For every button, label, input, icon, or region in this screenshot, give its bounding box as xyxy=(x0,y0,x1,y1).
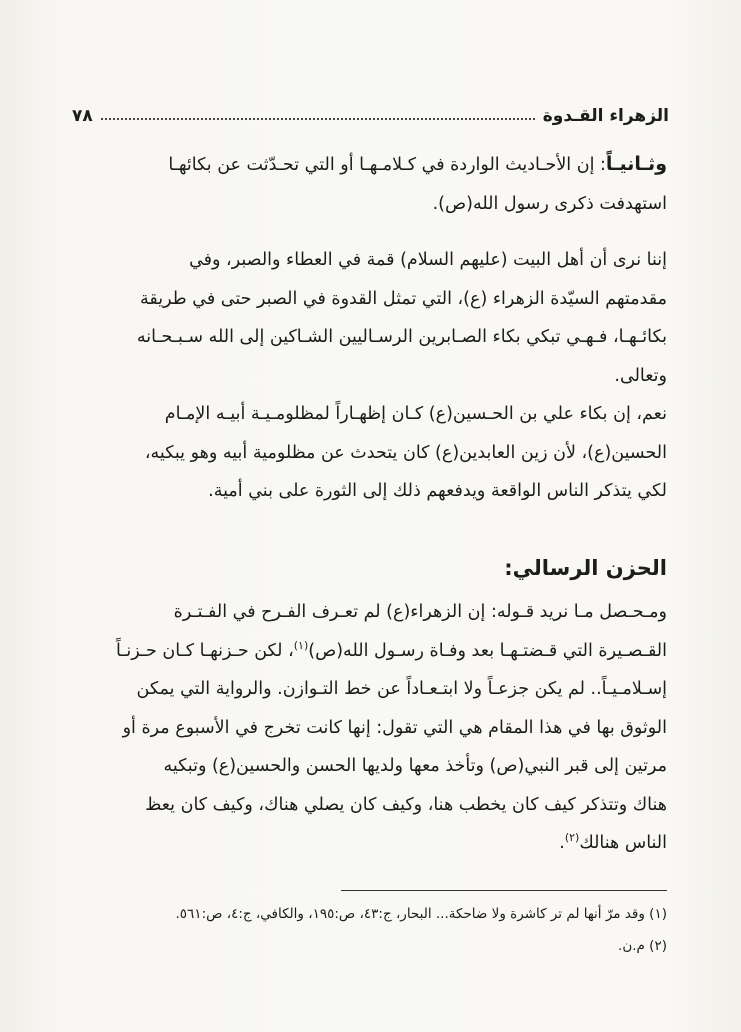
footnote-2: (٢) م.ن. xyxy=(618,938,667,954)
text-line: إسـلامـيـاً.. لم يكن جزعـاً ولا ابتـعـاداً عن خط التـوازن. والرواية التي يمكن xyxy=(136,679,667,699)
page-number: ٧٨ xyxy=(72,106,93,126)
text-line: مرتين إلى قبر النبي(ص) وتأخذ معها ولديها الحسن والحسين(ع) وتبكيه xyxy=(163,756,667,776)
header-leader-dots xyxy=(101,118,535,120)
text-line: الحسين(ع)، لأن زين العابدين(ع) كان يتحدث عن مظلومية أبيه وهو يبكيه، xyxy=(144,442,667,463)
footnotes xyxy=(68,898,667,962)
paragraph-1 xyxy=(68,145,667,223)
paragraph-2 xyxy=(68,241,667,395)
text-line: استهدفت ذكرى رسول الله(ص). xyxy=(432,193,667,214)
text-line: بكائـهـا، فـهـي تبكي بكاء الصـابرين الرسـاليين الشـاكين إلى الله سـبـحـانه xyxy=(136,327,667,347)
text-line: لكي يتذكر الناس الواقعة ويدفعهم ذلك إلى الثورة على بني أمية. xyxy=(208,481,667,501)
text-line: القـصـيرة التي قـضتـهـا بعد وفـاة رسـول الله(ص) xyxy=(308,640,667,661)
text-line: . xyxy=(559,833,565,853)
body-text xyxy=(68,145,667,863)
text-line: ، لكن حـزنهـا كـان حـزنـاً xyxy=(115,640,294,661)
footnote-separator xyxy=(341,890,667,891)
text-line: الناس هنالك xyxy=(579,833,667,853)
text-line: إننا نرى أن أهل البيت (عليهم السلام) قمة في العطاء والصبر، وفي xyxy=(189,250,667,270)
text-line: وتعالى. xyxy=(614,365,667,386)
footnote-ref-1[interactable]: (١) xyxy=(293,638,309,652)
text-line: هناك وتتذكر كيف كان يخطب هنا، وكيف كان يصلي هناك، وكيف كان يعظ xyxy=(145,794,667,815)
running-header xyxy=(72,96,669,126)
section-heading: الحزن الرسالي: xyxy=(504,555,667,580)
text-line: : إن الأحـاديث الواردة في كـلامـهـا أو التي تحـدّثت عن بكائهـا xyxy=(168,155,606,175)
footnote-ref-2[interactable]: (٢) xyxy=(564,831,580,845)
paragraph-4 xyxy=(68,593,667,863)
text-line: ومـحـصل مـا نريد قـوله: إن الزهراء(ع) لم تعـرف الفـرح في الفـتـرة xyxy=(173,602,667,622)
footnote-1: (١) وقد مرّ أنها لم تر كاشرة ولا ضاحكة... البحار، ج:٤٣، ص:١٩٥، والكافي، ج:٤، ص:٥٦١. xyxy=(175,906,667,922)
text-line: نعم، إن بكاء علي بن الحـسين(ع) كـان إظهـاراً لمظلومـيـة أبيـه الإمـام xyxy=(164,404,667,424)
paragraph-3 xyxy=(68,395,667,511)
text-line: الوثوق بها في هذا المقام هي التي تقول: إنها كانت تخرج في الأسبوع مرة أو xyxy=(122,717,667,738)
running-title: الزهراء القـدوة xyxy=(542,106,669,126)
paragraph-lead-word: وثـانيـاً xyxy=(605,153,667,175)
text-line: مقدمتهم السيّدة الزهراء (ع)، التي تمثل القدوة في الصبر حتى في طريقة xyxy=(140,288,667,309)
